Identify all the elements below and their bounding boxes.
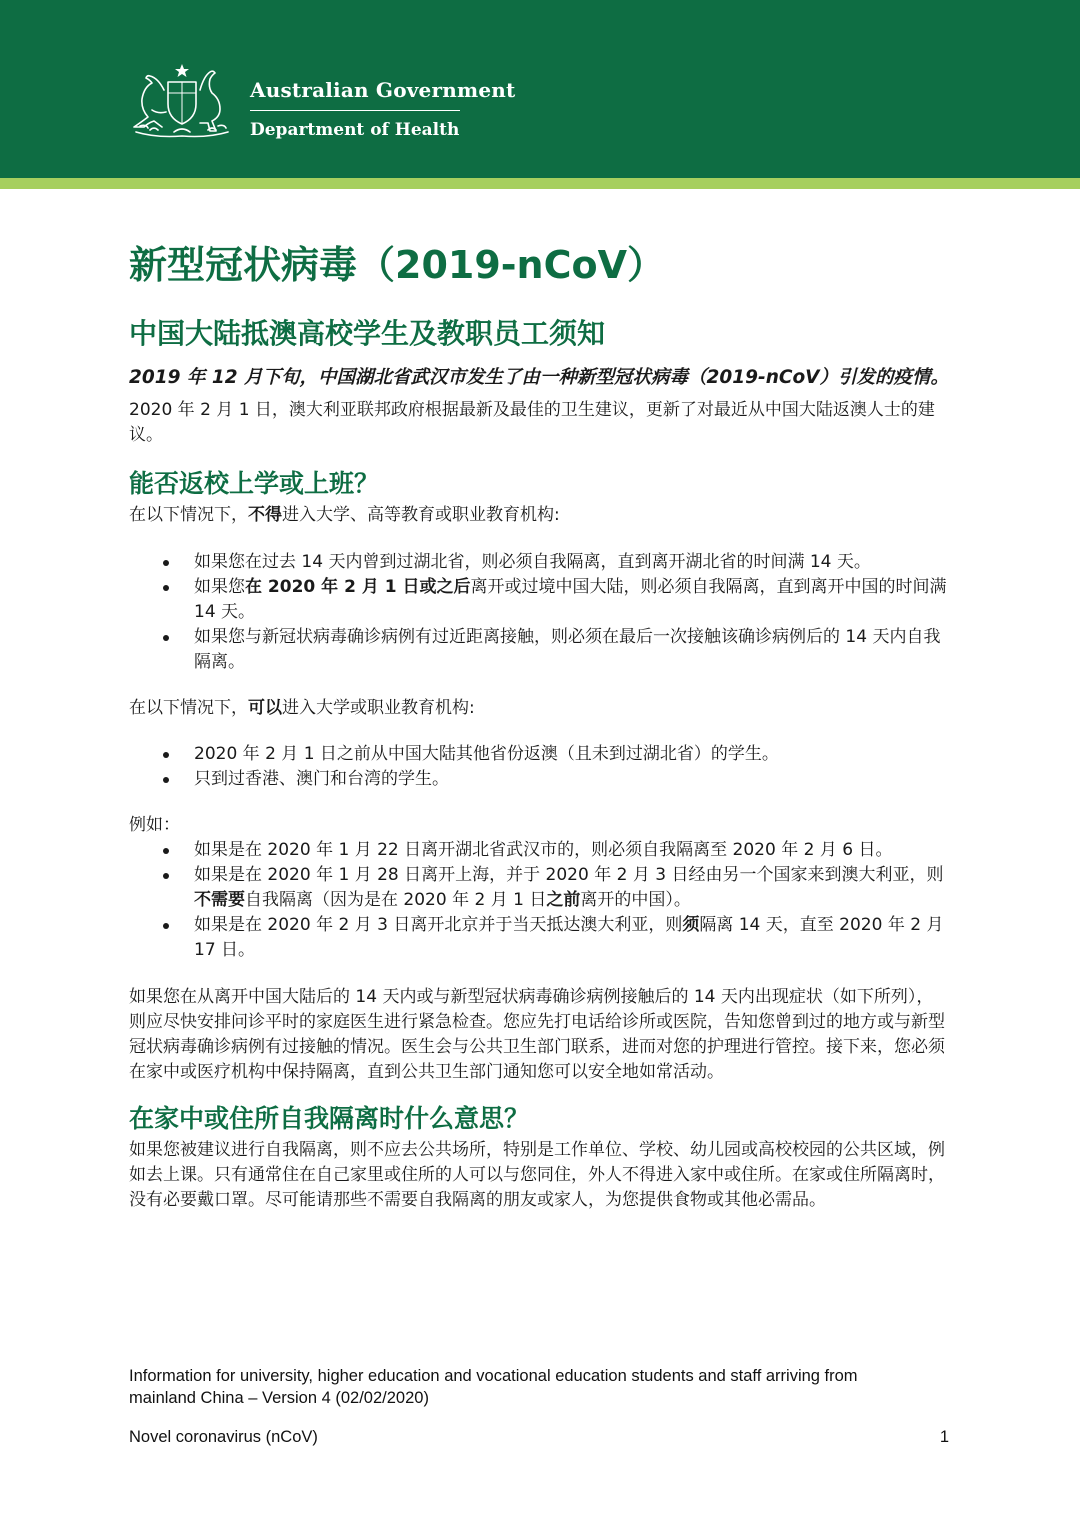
document-body bbox=[129, 238, 949, 1213]
list-item: 如果是在 2020 年 1 月 22 日离开湖北省武汉市的，则必须自我隔离至 2020 年 2 月 6 日。 bbox=[129, 838, 949, 863]
list-item: 如果是在 2020 年 1 月 28 日离开上海，并于 2020 年 2 月 3 日经由另一个国家来到澳大利亚，则不需要自我隔离（因为是在 2020 年 2 月 1 日之前离开的中国）。 bbox=[129, 863, 949, 913]
cannot-enter-intro: 在以下情况下，不得进入大学、高等教育或职业教育机构: bbox=[129, 505, 560, 525]
footer-doc-name: Novel coronavirus (nCoV) bbox=[129, 1428, 318, 1446]
header-accent-stripe bbox=[0, 178, 1080, 189]
footer-bottom-row bbox=[129, 1426, 949, 1448]
coat-of-arms-icon bbox=[128, 60, 236, 142]
organisation-name bbox=[250, 78, 515, 140]
footer-info bbox=[129, 1365, 949, 1409]
section-heading-isolation: 在家中或住所自我隔离时什么意思？ bbox=[129, 1104, 530, 1133]
intro-paragraph: 2020 年 2 月 1 日，澳大利亚联邦政府根据最新及最佳的卫生建议，更新了对最近从中国大陆返澳人士的建议。 bbox=[129, 400, 935, 445]
page-title: 新型冠状病毒（2019-nCoV） bbox=[129, 243, 665, 287]
list-item: 如果您与新冠状病毒确诊病例有过近距离接触，则必须在最后一次接触该确诊病例后的 14 天内自我隔离。 bbox=[129, 625, 949, 675]
can-enter-intro: 在以下情况下，可以进入大学或职业教育机构: bbox=[129, 698, 475, 718]
list-item: 只到过香港、澳门和台湾的学生。 bbox=[129, 767, 949, 792]
page-subtitle: 中国大陆抵澳高校学生及教职员工须知 bbox=[129, 317, 606, 350]
list-item: 如果您在 2020 年 2 月 1 日或之后离开或过境中国大陆，则必须自我隔离，直到离开中国的时间满 14 天。 bbox=[129, 575, 949, 625]
isolation-paragraph: 如果您被建议进行自我隔离，则不应去公共场所，特别是工作单位、学校、幼儿园或高校校园的公共区域，例如去上课。只有通常住在自己家里或住所的人可以与您同住，外人不得进入家中或住所。在家或住所隔离时，没有必要戴口罩。尽可能请那些不需要自我隔离的朋友或家人，为您提供食物或其他必需品。 bbox=[129, 1140, 945, 1210]
cannot-enter-list bbox=[129, 550, 949, 675]
list-item: 2020 年 2 月 1 日之前从中国大陆其他省份返澳（且未到过湖北省）的学生。 bbox=[129, 742, 949, 767]
footer-info-line1: Information for university, higher education and vocational education students and staff arriving from bbox=[129, 1367, 858, 1385]
org-line2: Department of Health bbox=[250, 120, 460, 140]
list-item: 如果您在过去 14 天内曾到过湖北省，则必须自我隔离，直到离开湖北省的时间满 14 天。 bbox=[129, 550, 949, 575]
symptoms-paragraph: 如果您在从离开中国大陆后的 14 天内或与新型冠状病毒确诊病例接触后的 14 天内出现症状（如下所列），则应尽快安排问诊平时的家庭医生进行紧急检查。您应先打电话给诊所或医院，告知您曾到过的地方或与新型冠状病毒确诊病例有过接触的情况。医生会与公共卫生部门联系，进而对您的护理进行管控。接下来，您必须在家中或医疗机构中保持隔离，直到公共卫生部门通知您可以安全地如常活动。 bbox=[129, 987, 945, 1082]
list-item: 如果是在 2020 年 2 月 3 日离开北京并于当天抵达澳大利亚，则须隔离 14 天，直至 2020 年 2 月 17 日。 bbox=[129, 913, 949, 963]
example-label: 例如： bbox=[129, 815, 180, 835]
org-divider bbox=[250, 110, 460, 111]
header-banner bbox=[0, 0, 1080, 178]
can-enter-list bbox=[129, 742, 949, 792]
section-heading-return: 能否返校上学或上班？ bbox=[129, 469, 380, 498]
page-number: 1 bbox=[939, 1428, 949, 1446]
example-list bbox=[129, 838, 949, 963]
footer-info-line2: mainland China – Version 4 (02/02/2020) bbox=[129, 1389, 429, 1407]
org-line1: Australian Government bbox=[250, 78, 516, 102]
page-footer bbox=[129, 1365, 949, 1448]
lead-paragraph: 2019 年 12 月下旬，中国湖北省武汉市发生了由一种新型冠状病毒（2019-nCoV）引发的疫情。 bbox=[129, 367, 950, 388]
